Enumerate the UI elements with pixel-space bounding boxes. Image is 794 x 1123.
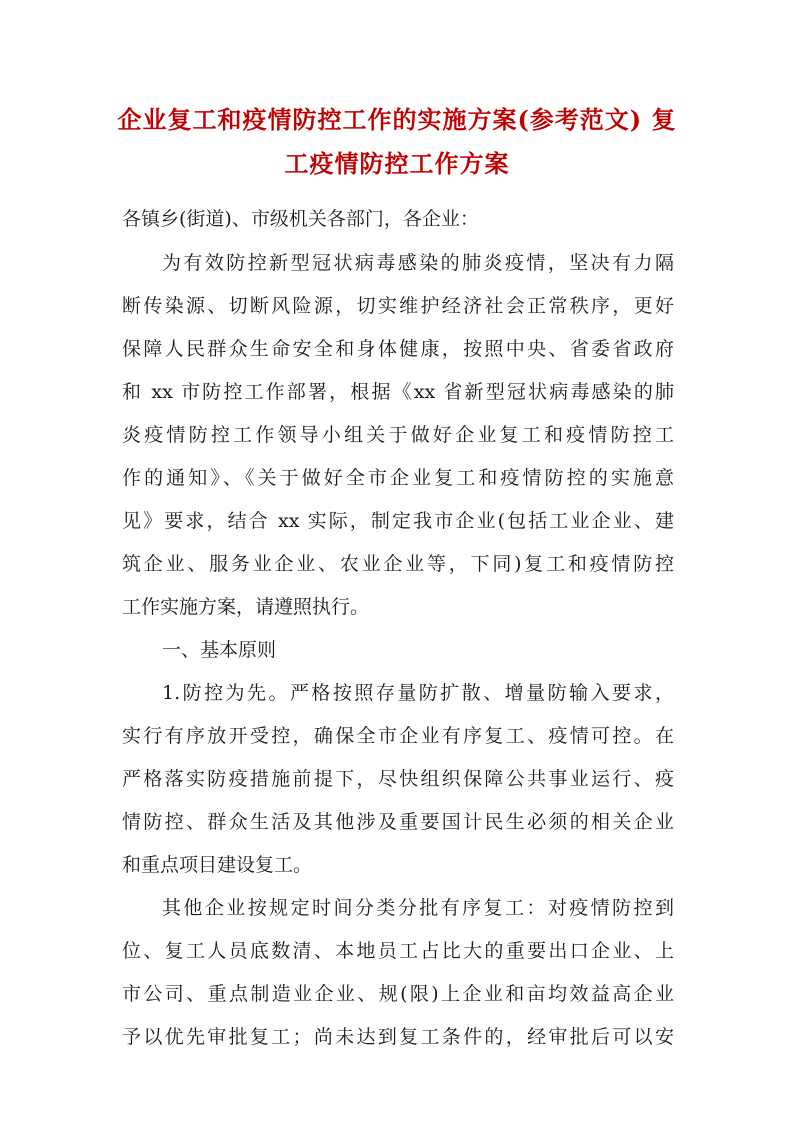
paragraph-line: 其他企业按规定时间分类分批有序复工：对疫情防控到 bbox=[162, 897, 674, 919]
paragraph-line: 筑企业、服务业企业、农业企业等，下同)复工和疫情防控 bbox=[122, 553, 674, 575]
paragraph-line: 断传染源、切断风险源，切实维护经济社会正常秩序，更好 bbox=[122, 295, 674, 317]
paragraph-line: 情防控、群众生活及其他涉及重要国计民生必须的相关企业 bbox=[122, 811, 674, 833]
paragraph-line: 和 xx 市防控工作部署，根据《xx 省新型冠状病毒感染的肺 bbox=[122, 381, 674, 403]
paragraph-line: 炎疫情防控工作领导小组关于做好企业复工和疫情防控工 bbox=[122, 424, 674, 446]
paragraph-line: 见》要求，结合 xx 实际，制定我市企业(包括工业企业、建 bbox=[122, 510, 674, 532]
paragraph-line: 市公司、重点制造业企业、规(限)上企业和亩均效益高企业 bbox=[122, 983, 674, 1005]
section-heading: 一、基本原则 bbox=[162, 639, 277, 661]
paragraph-line: 予以优先审批复工；尚未达到复工条件的，经审批后可以安 bbox=[122, 1026, 674, 1048]
paragraph-line: 保障人民群众生命安全和身体健康，按照中央、省委省政府 bbox=[122, 338, 674, 360]
document-title-line-2: 工疫情防控工作方案 bbox=[284, 149, 510, 178]
paragraph-line: 和重点项目建设复工。 bbox=[122, 854, 313, 876]
document-title-line-1: 企业复工和疫情防控工作的实施方案(参考范文) 复 bbox=[117, 105, 677, 134]
paragraph-line: 作的通知》、《关于做好全市企业复工和疫情防控的实施意 bbox=[122, 467, 674, 489]
paragraph-line: 严格落实防疫措施前提下，尽快组织保障公共事业运行、疫 bbox=[122, 768, 674, 790]
salutation: 各镇乡(街道)、市级机关各部门，各企业： bbox=[122, 208, 479, 230]
paragraph-line: 1.防控为先。严格按照存量防扩散、增量防输入要求， bbox=[162, 682, 674, 704]
paragraph-line: 为有效防控新型冠状病毒感染的肺炎疫情，坚决有力隔 bbox=[162, 252, 674, 274]
paragraph-line: 位、复工人员底数清、本地员工占比大的重要出口企业、上 bbox=[122, 940, 674, 962]
paragraph-line: 工作实施方案，请遵照执行。 bbox=[122, 596, 370, 618]
paragraph-line: 实行有序放开受控，确保全市企业有序复工、疫情可控。在 bbox=[122, 725, 674, 747]
